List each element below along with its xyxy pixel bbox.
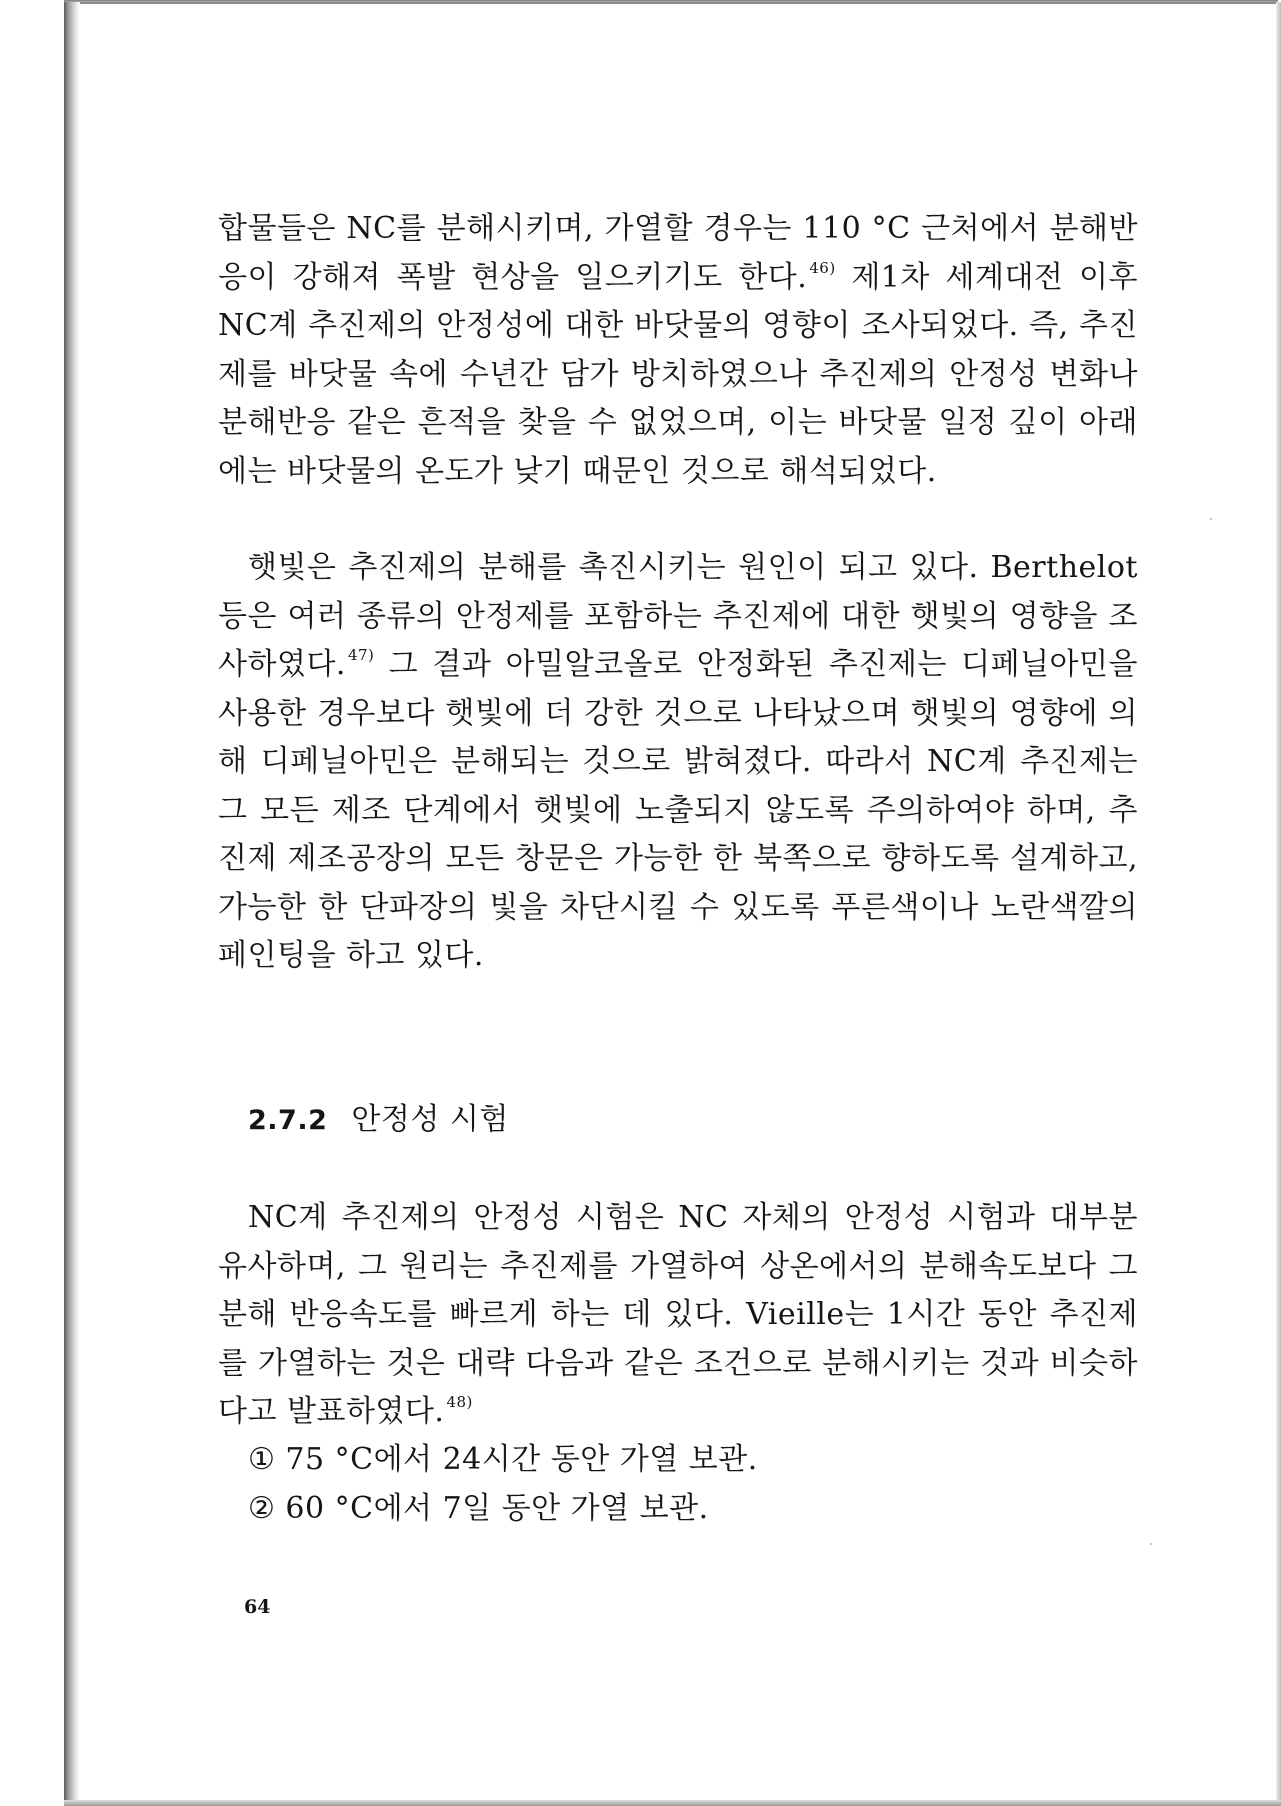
reference-marker: 46) [809,258,836,277]
list-marker: ② [248,1490,276,1526]
reference-marker: 48) [446,1393,473,1411]
reference-marker: 47) [347,646,375,664]
scan-speck [1150,1543,1152,1545]
list-item [248,1436,758,1485]
section-heading [248,1096,509,1145]
paragraph-text: 햇빛은 추진제의 분해를 촉진시키는 원인이 되고 있다. Berthelot 등은 여러 종류의 안정제를 포함하는 추진제에 대한 햇빛의 영향을 조사하였다. [218,550,1138,682]
body-paragraph [218,205,1138,496]
body-paragraph [218,1194,1138,1437]
section-number: 2.7.2 [248,1105,328,1136]
paragraph-text: 합물들은 NC를 분해시키며, 가열할 경우는 110 °C 근처에서 분해반응이 강해져 폭발 현상을 일으키기도 한다. [218,211,1138,295]
page-right-edge [1276,2,1281,1802]
list-item [248,1485,758,1534]
page-spine-shadow [64,2,80,1802]
list-marker: ① [248,1442,276,1477]
paragraph-text: 그 결과 아밀알코올로 안정화된 추진제는 디페닐아민을 사용한 경우보다 햇빛에 더 강한 것으로 나타났으며 햇빛의 영향에 의해 디페닐아민은 분해되는 것으로 밝혀졌다. 따라서 NC계 추진제는 그 모든 제조 단계에서 햇빛에 노출되지 않도록 주의하여야 하며, 추진제 제조공장의 모든 창문은 가능한 한 북쪽으로 향하도록 설계하고, 가능한 한 단파장의 빛을 차단시킬 수 있도록 푸른색이나 노란색깔의 페인팅을 하고 있다. [218,647,1138,973]
scan-speck [1210,518,1212,520]
condition-list [248,1436,758,1533]
list-item-text: 75 °C에서 24시간 동안 가열 보관. [285,1442,758,1477]
section-title: 안정성 시험 [351,1102,509,1137]
list-item-text: 60 °C에서 7일 동안 가열 보관. [285,1490,709,1526]
page-bottom-edge [64,1800,1281,1806]
paragraph-text: NC계 추진제의 안정성 시험은 NC 자체의 안정성 시험과 대부분 유사하며, 그 원리는 추진제를 가열하여 상온에서의 분해속도보다 그 분해 반응속도를 빠르게 하는 데 있다. Vieille는 1시간 동안 추진제를 가열하는 것은 대략 다음과 같은 조건으로 분해시키는 것과 비슷하다고 발표하였다. [218,1200,1138,1429]
page-number: 64 [244,1596,271,1618]
paragraph-text: 제1차 세계대전 이후 NC계 추진제의 안정성에 대한 바닷물의 영향이 조사되었다. 즉, 추진제를 바닷물 속에 수년간 담가 방치하였으나 추진제의 안정성 변화나 분해반응 같은 흔적을 찾을 수 없었으며, 이는 바닷물 일정 깊이 아래에는 바닷물의 온도가 낮기 때문인 것으로 해석되었다. [218,259,1138,489]
body-paragraph [218,544,1138,981]
